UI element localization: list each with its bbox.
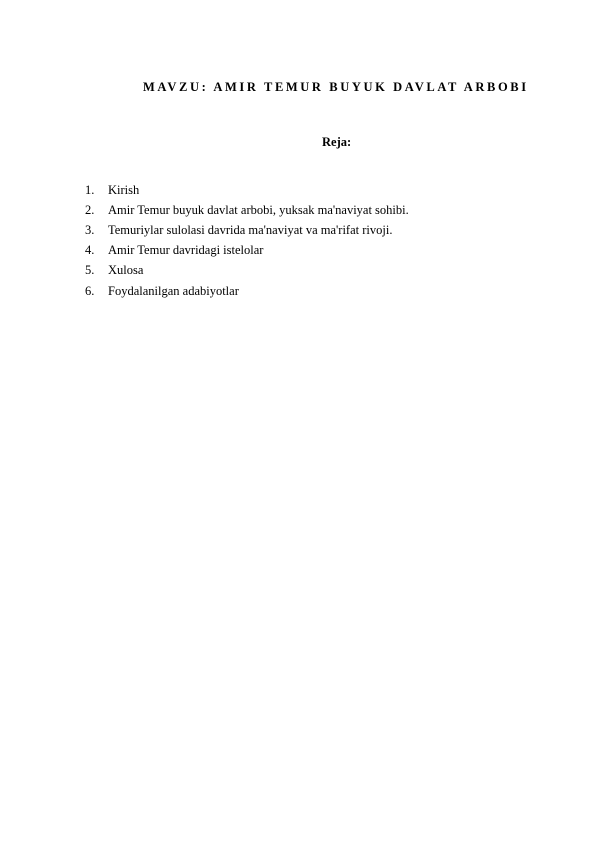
document-title: MAVZU: AMIR TEMUR BUYUK DAVLAT ARBOBI bbox=[143, 80, 529, 94]
list-item bbox=[85, 220, 409, 240]
list-item-text: Kirish bbox=[108, 182, 140, 197]
list-item bbox=[85, 241, 409, 261]
list-item-number: 6. bbox=[85, 283, 95, 298]
list-item bbox=[85, 180, 409, 200]
plan-list bbox=[85, 180, 409, 301]
list-item-number: 1. bbox=[85, 182, 95, 197]
list-item-text: Xulosa bbox=[108, 263, 144, 278]
list-item-text: Foydalanilgan adabiyotlar bbox=[108, 283, 239, 298]
list-item bbox=[85, 281, 409, 301]
list-item-text: Amir Temur buyuk davlat arbobi, yuksak ma'naviyat sohibi. bbox=[108, 202, 409, 217]
list-item-number: 5. bbox=[85, 263, 95, 278]
list-item bbox=[85, 200, 409, 220]
list-item-number: 3. bbox=[85, 222, 95, 237]
list-item-text: Amir Temur davridagi istelolar bbox=[108, 243, 264, 258]
list-item-number: 2. bbox=[85, 202, 95, 217]
list-item bbox=[85, 261, 409, 281]
plan-heading: Reja: bbox=[322, 135, 352, 149]
list-item-number: 4. bbox=[85, 243, 95, 258]
list-item-text: Temuriylar sulolasi davrida ma'naviyat va ma'rifat rivoji. bbox=[108, 222, 393, 237]
